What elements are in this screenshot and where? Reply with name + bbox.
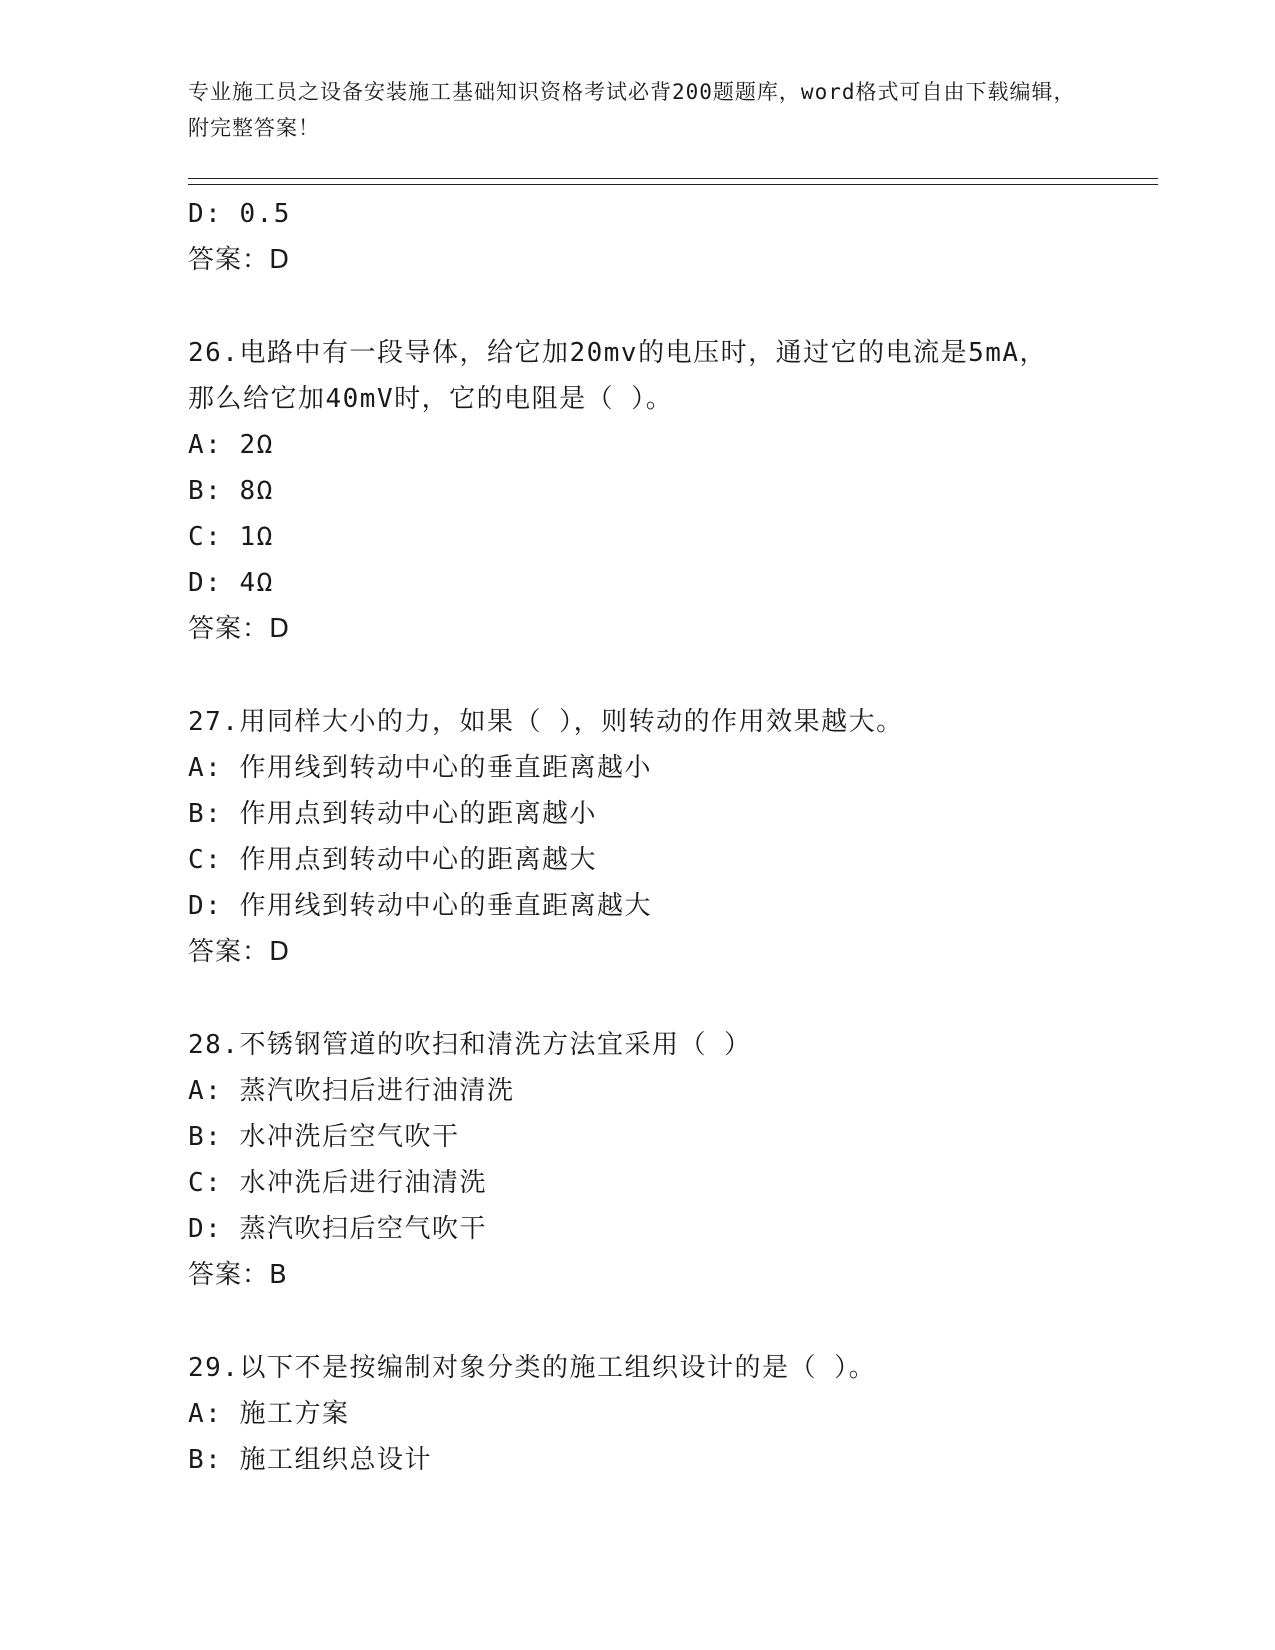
header-divider-bottom bbox=[188, 184, 1158, 185]
option-a: A: 蒸汽吹扫后进行油清洗 bbox=[188, 1076, 515, 1106]
option-b: B: 作用点到转动中心的距离越小 bbox=[188, 799, 597, 829]
option-a: A: 2Ω bbox=[188, 430, 274, 460]
question-26 bbox=[188, 330, 1148, 652]
option-a: A: 作用线到转动中心的垂直距离越小 bbox=[188, 753, 652, 783]
answer-line: 答案：D bbox=[188, 937, 291, 967]
option-d: D: 4Ω bbox=[188, 568, 274, 598]
option-b: B: 8Ω bbox=[188, 476, 274, 506]
option-c: C: 1Ω bbox=[188, 522, 274, 552]
question-28 bbox=[188, 1022, 1148, 1298]
question-stem: 28.不锈钢管道的吹扫和清洗方法宜采用（ ） bbox=[188, 1030, 752, 1060]
question-list bbox=[188, 191, 1148, 1483]
answer-line: 答案：D bbox=[188, 245, 291, 275]
question-stem: 27.用同样大小的力，如果（ ），则转动的作用效果越大。 bbox=[188, 707, 904, 737]
option-d: D: 作用线到转动中心的垂直距离越大 bbox=[188, 891, 652, 921]
option-b: B: 施工组织总设计 bbox=[188, 1445, 432, 1475]
question-stem: 26.电路中有一段导体，给它加20mv的电压时，通过它的电流是5mA， bbox=[188, 338, 1048, 368]
question-29 bbox=[188, 1345, 1148, 1483]
option-a: A: 施工方案 bbox=[188, 1399, 350, 1429]
option-d: D: 0.5 bbox=[188, 199, 291, 229]
question-27 bbox=[188, 699, 1148, 975]
option-c: C: 水冲洗后进行油清洗 bbox=[188, 1168, 487, 1198]
question-stem: 29.以下不是按编制对象分类的施工组织设计的是（ ）。 bbox=[188, 1353, 877, 1383]
document-header: 专业施工员之设备安装施工基础知识资格考试必背200题题库，word格式可自由下载编辑，附完整答案！ bbox=[188, 80, 1076, 140]
answer-line: 答案：B bbox=[188, 1260, 288, 1290]
option-c: C: 作用点到转动中心的距离越大 bbox=[188, 845, 597, 875]
option-b: B: 水冲洗后空气吹干 bbox=[188, 1122, 460, 1152]
question-stem-continued: 那么给它加40mV时，它的电阻是（ ）。 bbox=[188, 384, 674, 414]
option-d: D: 蒸汽吹扫后空气吹干 bbox=[188, 1214, 487, 1244]
answer-line: 答案：D bbox=[188, 614, 291, 644]
header-divider-top bbox=[188, 178, 1158, 179]
